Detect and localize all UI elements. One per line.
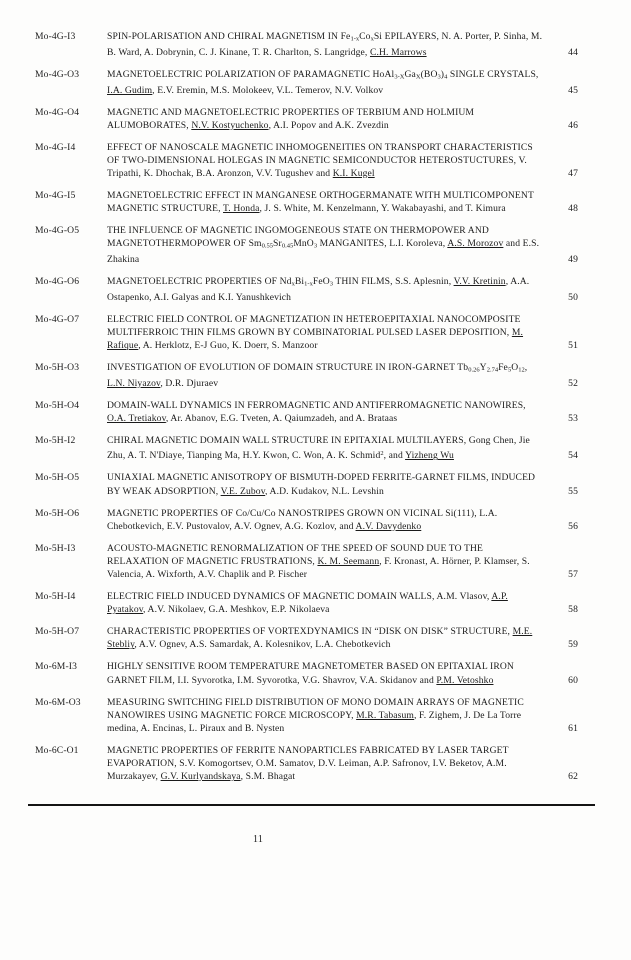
session-code: Mo-4G-O6 bbox=[35, 276, 80, 288]
session-code: Mo-5H-O7 bbox=[35, 626, 80, 638]
session-code: Mo-4G-O7 bbox=[35, 314, 80, 325]
toc-entry bbox=[35, 434, 578, 462]
entry-title: INVESTIGATION OF EVOLUTION OF DOMAIN STRUCTURE IN IRON-GARNET $Tb_{0.26}Y_{2.74}Fe_5O_{12}$, L.N. Niyazov, D.R. Djuraev bbox=[107, 362, 528, 389]
entry-page-number: 58 bbox=[568, 604, 578, 616]
entry-title: ELECTRIC FIELD INDUCED DYNAMICS OF MAGNETIC DOMAIN WALLS, A.M. Vlasov, A.P. Pyatakov, A.V. Nikolaev, G.A. Meshkov, E.P. Nikolaeva bbox=[107, 591, 508, 616]
entry-page-number: 55 bbox=[568, 485, 578, 497]
entry-title: MEASURING SWITCHING FIELD DISTRIBUTION OF MONO DOMAIN ARRAYS OF MAGNETIC NANOWIRES USING MAGNETIC FORCE MICROSCOPY, M.R. Tabasum, F. Zighem, J. De La Torre medina, A. Encinas, L. Piraux and B. Nysten bbox=[107, 696, 524, 734]
entry-title: ACOUSTO-MAGNETIC RENORMALIZATION OF THE SPEED OF SOUND DUE TO THE RELAXATION OF MAGNETIC FRUSTRATIONS, K. M. Seemann, F. Kronast, A. Hörner, P. Klamser, S. Valencia, A. Wixforth, A.V. Chaplik and P. Fischer bbox=[107, 542, 530, 580]
toc-entry bbox=[35, 361, 578, 390]
session-code: Mo-6M-O3 bbox=[35, 696, 81, 708]
toc-entry bbox=[35, 625, 578, 651]
entry-page-number: 59 bbox=[568, 639, 578, 651]
toc-entry bbox=[35, 189, 578, 215]
toc-entry bbox=[35, 68, 578, 97]
entry-title: MAGNETIC AND MAGNETOELECTRIC PROPERTIES OF TERBIUM AND HOLMIUM ALUMOBORATES, N.V. Kostyuchenko, A.I. Popov and A.K. Zvezdin bbox=[107, 106, 475, 131]
session-code: Mo-5H-O6 bbox=[35, 507, 80, 519]
entry-page-number: 47 bbox=[568, 168, 578, 179]
toc-entry bbox=[35, 313, 578, 352]
entry-title: MAGNETOELECTRIC PROPERTIES OF $Nd_xBi_{1-x}FeO_3$ THIN FILMS, S.S. Aplesnin, V.V. Kretinin, A.A. Ostapenko, A.I. Galyas and K.I. Yanushkevich bbox=[107, 276, 530, 303]
toc-entry bbox=[35, 275, 578, 304]
toc-entry bbox=[35, 590, 578, 616]
toc-entry bbox=[35, 660, 578, 686]
session-code: Mo-4G-O5 bbox=[35, 225, 80, 237]
entry-title: CHARACTERISTIC PROPERTIES OF VORTEXDYNAMICS IN “DISK ON DISK” STRUCTURE, M.E. Stebliy, A.V. Ognev, A.S. Samardak, A. Kolesnikov, L.A. Chebotkevich bbox=[107, 626, 533, 651]
toc-entry bbox=[35, 696, 578, 735]
entry-page-number: 57 bbox=[568, 568, 578, 580]
toc-entry bbox=[35, 399, 578, 425]
entry-page-number: 51 bbox=[568, 340, 578, 352]
session-code: Mo-5H-O5 bbox=[35, 472, 80, 484]
session-code: Mo-4G-I4 bbox=[35, 141, 76, 153]
session-code: Mo-4G-I5 bbox=[35, 190, 76, 202]
toc-entry bbox=[35, 507, 578, 533]
toc-list bbox=[35, 30, 578, 783]
toc-entry bbox=[35, 744, 578, 783]
entry-title: MAGNETIC PROPERTIES OF FERRITE NANOPARTICLES FABRICATED BY LASER TARGET EVAPORATION, S.V. Komogortsev, O.M. Samatov, D.V. Leiman, A.P. Safronov, I.V. Beketov, A.M. Murzakayev, G.V. Kurlyandskaya, S.M. Bhagat bbox=[107, 744, 509, 783]
toc-entry bbox=[35, 30, 578, 59]
session-code: Mo-6M-I3 bbox=[35, 661, 77, 673]
session-code: Mo-4G-O4 bbox=[35, 106, 80, 118]
entry-page-number: 49 bbox=[568, 254, 578, 266]
entry-title: UNIAXIAL MAGNETIC ANISOTROPY OF BISMUTH-DOPED FERRITE-GARNET FILMS, INDUCED BY WEAK ADSORPTION, V.E. Zubov, A.D. Kudakov, N.L. Levshin bbox=[107, 472, 536, 497]
entry-page-number: 50 bbox=[568, 291, 578, 303]
toc-entry bbox=[35, 542, 578, 581]
entry-title: ELECTRIC FIELD CONTROL OF MAGNETIZATION IN HETEROEPITAXIAL NANOCOMPOSITE MULTIFERROIC THIN FILMS GROWN BY COMBINATORIAL PULSED LASER DEPOSITION, M. Rafique, A. Herklotz, E-J Guo, K. Doerr, S. Manzoor bbox=[107, 314, 524, 352]
entry-title: MAGNETIC PROPERTIES OF Co/Cu/Co NANOSTRIPES GROWN ON VICINAL Si(111), L.A. Chebotkevich, E.V. Pustovalov, A.V. Ognev, A.G. Kozlov, and A.V. Davydenko bbox=[107, 507, 498, 532]
entry-page-number: 56 bbox=[568, 520, 578, 532]
entry-page-number: 44 bbox=[568, 46, 578, 58]
toc-entry bbox=[35, 141, 578, 180]
entry-title: CHIRAL MAGNETIC DOMAIN WALL STRUCTURE IN EPITAXIAL MULTILAYERS, Gong Chen, Jie Zhu, A. T. N'Diaye, Tianping Ma, H.Y. Kwon, C. Won, A. K. Schmid$^2$, and Yizheng Wu bbox=[107, 435, 530, 462]
entry-page-number: 62 bbox=[568, 771, 578, 783]
session-code: Mo-5H-I4 bbox=[35, 591, 76, 603]
entry-page-number: 48 bbox=[568, 203, 578, 215]
entry-page-number: 53 bbox=[568, 413, 578, 425]
entry-page-number: 54 bbox=[568, 450, 578, 462]
entry-title: HIGHLY SENSITIVE ROOM TEMPERATURE MAGNETOMETER BASED ON EPITAXIAL IRON GARNET FILM, I.I. Syvorotka, I.M. Syvorotka, V.G. Shavrov, V.A. Skidanov and P.M. Vetoshko bbox=[107, 661, 514, 686]
session-code: Mo-6C-O1 bbox=[35, 744, 79, 756]
session-code: Mo-5H-O3 bbox=[35, 362, 80, 374]
entry-title: THE INFLUENCE OF MAGNETIC INGOMOGENEOUS STATE ON THERMOPOWER AND MAGNETOTHERMOPOWER OF $Sm_{0.55}Sr_{0.45}MnO_3$ MANGANITES, L.I. Koroleva, A.S. Morozov and E.S. Zhakina bbox=[107, 225, 540, 266]
entry-page-number: 52 bbox=[568, 378, 578, 389]
entry-title: SPIN-POLARISATION AND CHIRAL MAGNETISM IN $Fe_{1-x}Co_xSi$ EPILAYERS, N. A. Porter, P. Sinha, M. B. Ward, A. Dobrynin, C. J. Kinane, T. R. Charlton, S. Langridge, C.H. Marrows bbox=[107, 31, 543, 58]
session-code: Mo-5H-I2 bbox=[35, 435, 76, 447]
entry-page-number: 60 bbox=[568, 674, 578, 686]
session-code: Mo-4G-O3 bbox=[35, 68, 80, 80]
entry-page-number: 46 bbox=[568, 119, 578, 131]
entry-title: DOMAIN-WALL DYNAMICS IN FERROMAGNETIC AND ANTIFERROMAGNETIC NANOWIRES, O.A. Tretiakov, Ar. Abanov, E.G. Tveten, A. Qaiumzadeh, and A. Brataas bbox=[107, 400, 526, 425]
toc-entry bbox=[35, 106, 578, 132]
session-code: Mo-5H-O4 bbox=[35, 400, 80, 412]
entry-page-number: 45 bbox=[568, 84, 578, 96]
session-code: Mo-4G-I3 bbox=[35, 31, 76, 42]
session-code: Mo-5H-I3 bbox=[35, 542, 76, 554]
toc-entry bbox=[35, 224, 578, 266]
entry-title: MAGNETOELECTRIC POLARIZATION OF PARAMAGNETIC $HoAl_{3-X}Ga_X(BO_3)_4$ SINGLE CRYSTALS, I.A. Gudim, E.V. Eremin, M.S. Molokeev, V.L. Temerov, N.V. Volkov bbox=[107, 68, 539, 96]
entry-page-number: 61 bbox=[568, 722, 578, 734]
footer-rule bbox=[28, 804, 595, 806]
toc-entry bbox=[35, 471, 578, 497]
entry-title: EFFECT OF NANOSCALE MAGNETIC INHOMOGENEITIES ON TRANSPORT CHARACTERISTICS OF TWO-DIMENSIONAL HOLEGAS IN MAGNETIC SEMICONDUCTOR HETEROSTUCTURES, V. Tripathi, K. Dhochak, B.A. Aronzon, V.V. Tugushev and K.I. Kugel bbox=[107, 141, 533, 179]
entry-title: MAGNETOELECTRIC EFFECT IN MANGANESE ORTHOGERMANATE WITH MULTICOMPONENT MAGNETIC STRUCTURE, T. Honda, J. S. White, M. Kenzelmann, Y. Wakabayashi, and T. Kimura bbox=[107, 190, 534, 215]
page-number: 11 bbox=[253, 834, 264, 846]
